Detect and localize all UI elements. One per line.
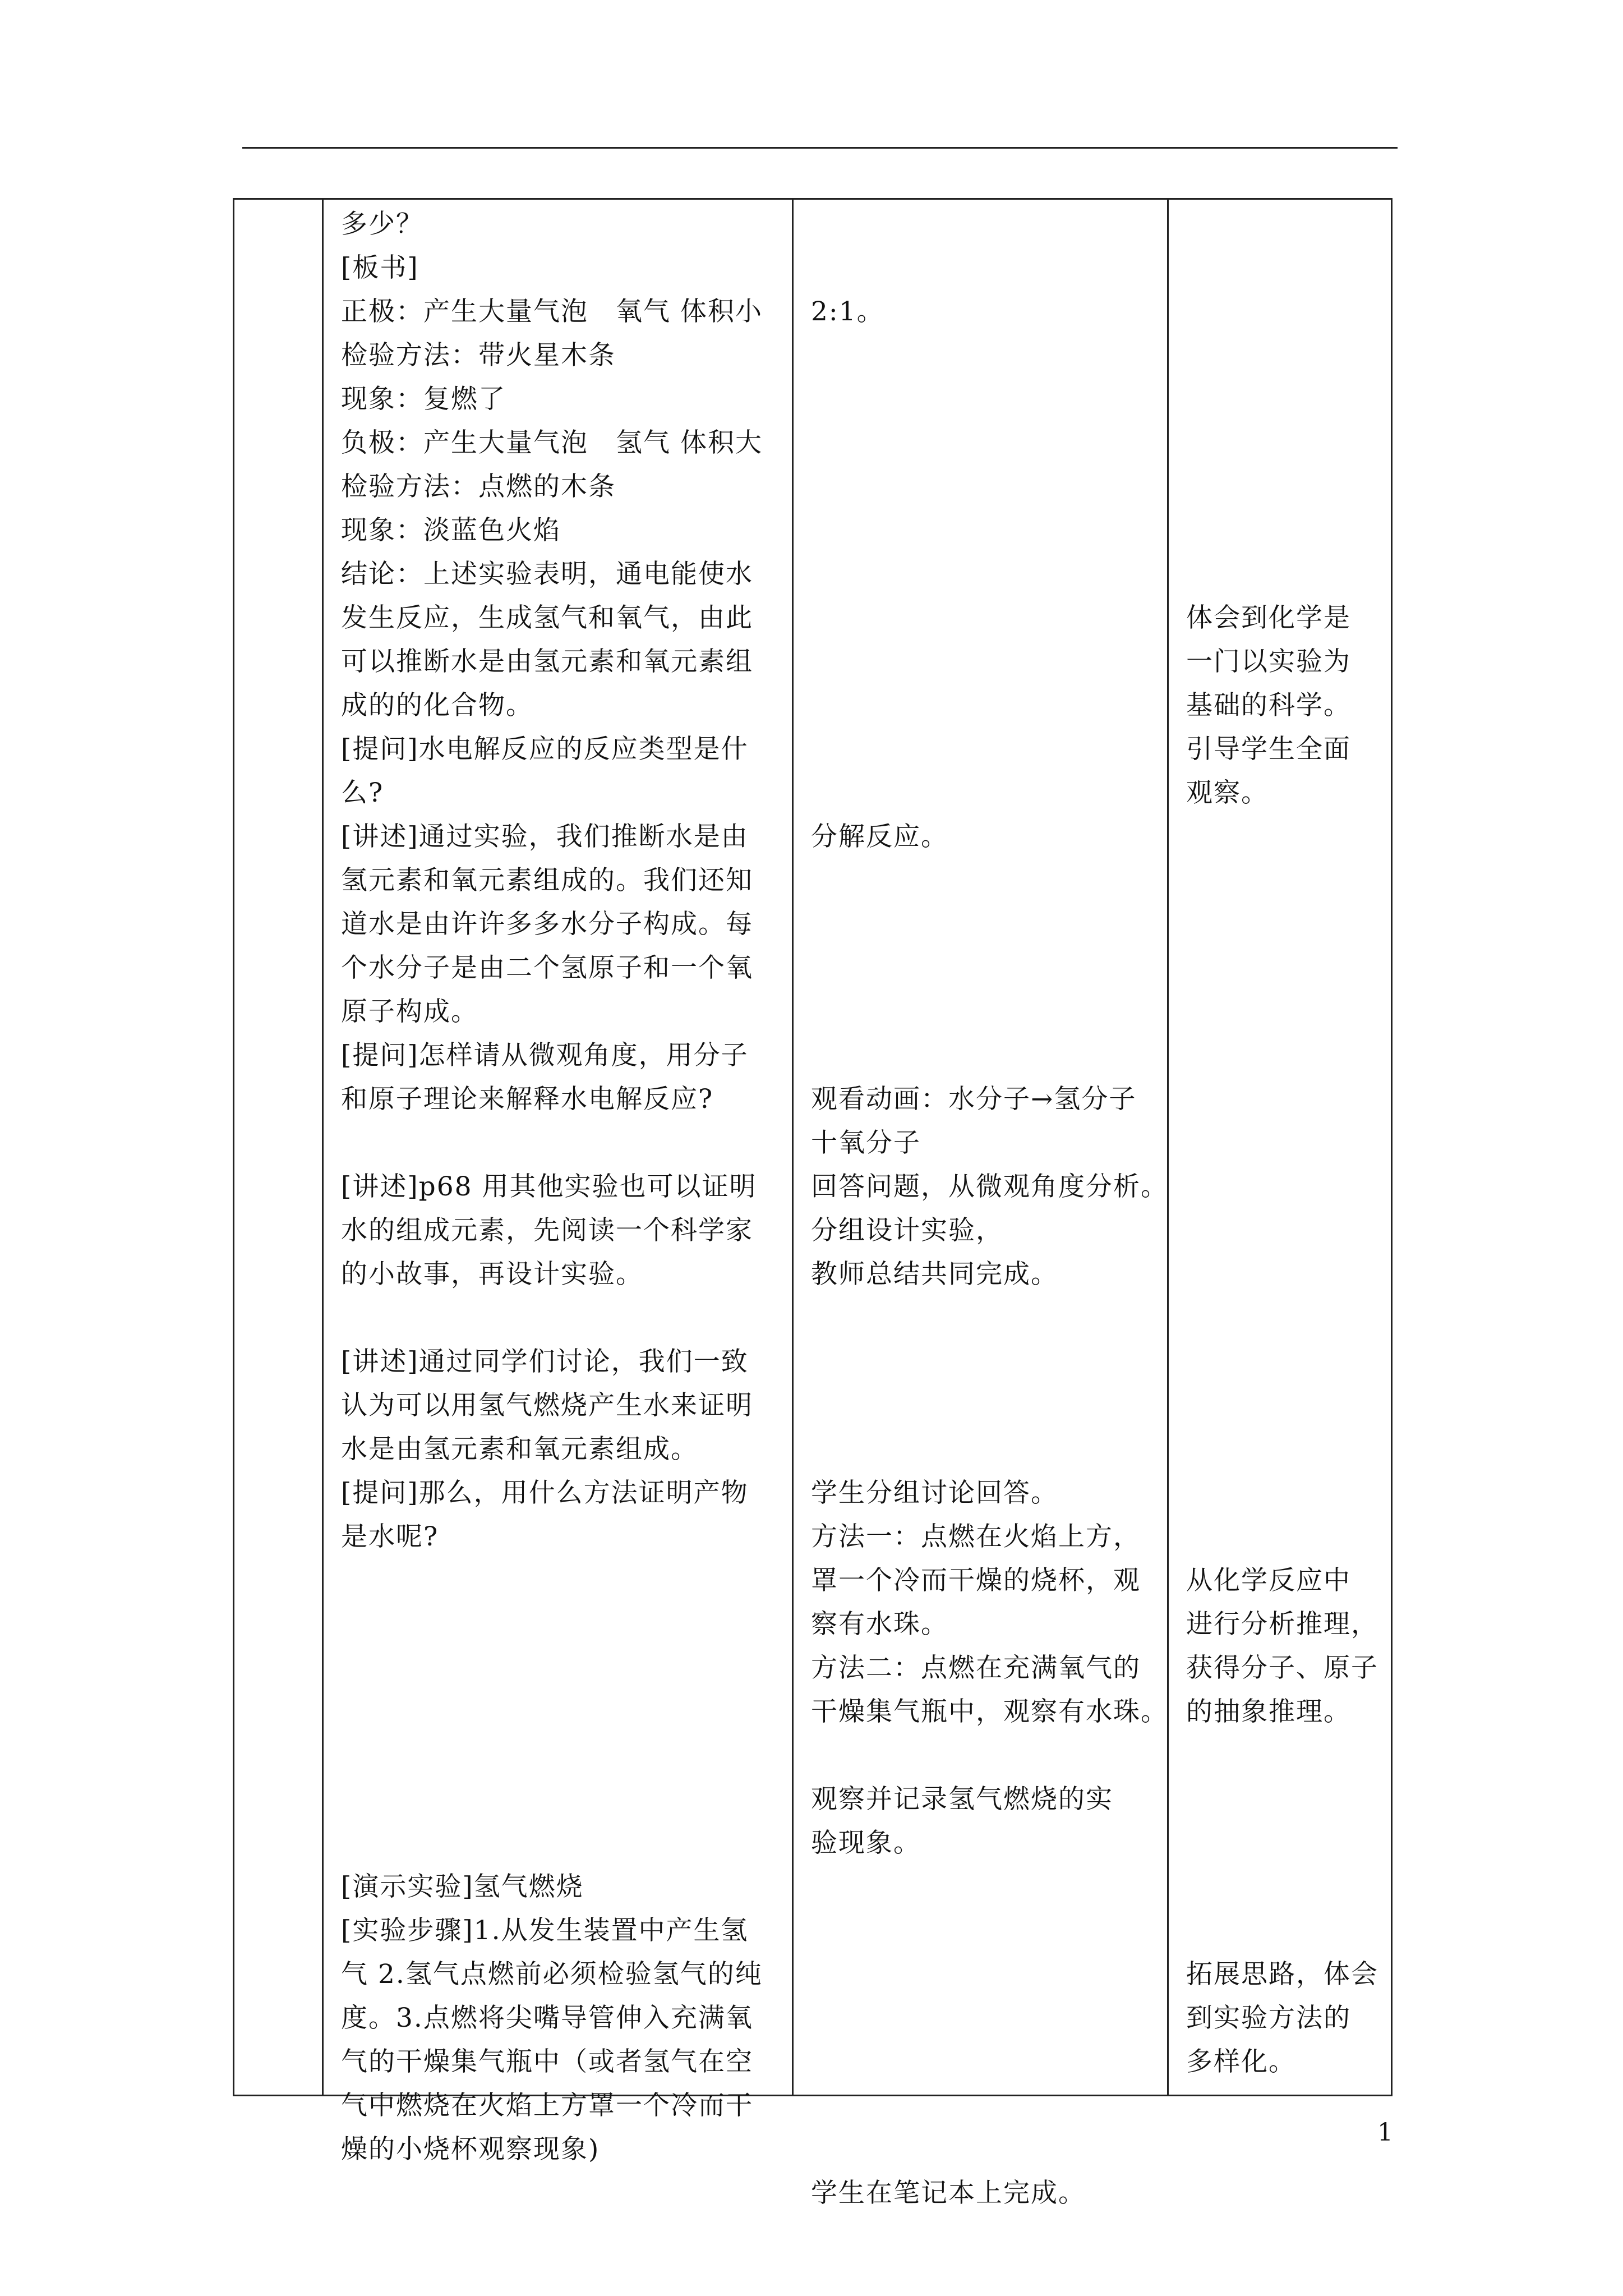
header-rule bbox=[242, 147, 1398, 149]
text-line bbox=[341, 1121, 784, 1165]
text-line: 到实验方法的 bbox=[1186, 2003, 1351, 2033]
student-activity-column bbox=[811, 246, 1168, 2215]
text-line: [提问]水电解反应的反应类型是什 bbox=[341, 734, 749, 765]
text-line bbox=[341, 1646, 784, 1690]
text-line: 分解反应。 bbox=[811, 821, 948, 852]
text-line bbox=[1186, 903, 1388, 946]
text-line bbox=[811, 859, 1161, 903]
text-line: 察有水珠。 bbox=[811, 1609, 948, 1640]
design-intent-column bbox=[1186, 246, 1388, 2084]
text-line bbox=[811, 640, 1161, 684]
text-line bbox=[1186, 1471, 1388, 1515]
text-line: 是水呢? bbox=[341, 1521, 439, 1552]
text-line bbox=[811, 1865, 1161, 1909]
text-line bbox=[811, 684, 1161, 728]
text-line bbox=[341, 1778, 784, 1821]
text-line bbox=[1186, 946, 1388, 990]
text-line: 检验方法：带火星木条 bbox=[341, 340, 616, 371]
text-line bbox=[1186, 509, 1388, 553]
text-line bbox=[1186, 1734, 1388, 1778]
text-line: 罩一个冷而干燥的烧杯，观 bbox=[811, 1565, 1141, 1596]
text-line bbox=[811, 421, 1161, 465]
text-line bbox=[1186, 1865, 1388, 1909]
text-line: 个水分子是由二个氢原子和一个氧 bbox=[341, 953, 753, 983]
text-line: 引导学生全面 bbox=[1186, 734, 1351, 765]
text-line: 回答问题，从微观角度分析。 bbox=[811, 1171, 1168, 1202]
text-line bbox=[1186, 246, 1388, 290]
text-line bbox=[811, 990, 1161, 1034]
text-line bbox=[811, 1909, 1161, 1953]
text-line bbox=[1186, 1121, 1388, 1165]
text-line: 可以推断水是由氢元素和氧元素组 bbox=[341, 646, 753, 677]
text-line: 验现象。 bbox=[811, 1828, 921, 1858]
text-line: 气的干燥集气瓶中（或者氢气在空 bbox=[341, 2046, 753, 2077]
text-line: 检验方法：点燃的木条 bbox=[341, 471, 616, 502]
text-line: 氢元素和氧元素组成的。我们还知 bbox=[341, 865, 753, 896]
text-line: [板书] bbox=[341, 252, 419, 283]
text-line: 观察。 bbox=[1186, 777, 1269, 808]
text-line: [提问]那么，用什么方法证明产物 bbox=[341, 1478, 749, 1508]
text-line: 方法一：点燃在火焰上方， bbox=[811, 1521, 1141, 1552]
text-line bbox=[1186, 1253, 1388, 1296]
text-line bbox=[341, 1821, 784, 1865]
text-line: 正极：产生大量气泡 氧气 体积小 bbox=[341, 296, 763, 327]
lesson-plan-table bbox=[233, 198, 1393, 2208]
text-line bbox=[1186, 290, 1388, 334]
text-line: 负极：产生大量气泡 氢气 体积大 bbox=[341, 427, 763, 458]
text-line: 学生在笔记本上完成。 bbox=[811, 2178, 1086, 2208]
text-line: 度。3.点燃将尖嘴导管伸入充满氧 bbox=[341, 2003, 753, 2033]
text-line bbox=[1186, 378, 1388, 421]
text-line bbox=[1186, 465, 1388, 509]
text-line bbox=[1186, 334, 1388, 378]
text-line bbox=[811, 1034, 1161, 1078]
text-line bbox=[811, 1340, 1161, 1384]
text-line: 干燥集气瓶中，观察有水珠。 bbox=[811, 1696, 1168, 1727]
text-line: 观察并记录氢气燃烧的实 bbox=[811, 1784, 1113, 1815]
text-line bbox=[1186, 1428, 1388, 1471]
text-line: 现象：淡蓝色火焰 bbox=[341, 515, 561, 546]
text-line bbox=[1186, 990, 1388, 1034]
text-line bbox=[811, 1996, 1161, 2040]
text-line: 体会到化学是 bbox=[1186, 602, 1351, 633]
text-line: [讲述]p68 用其他实验也可以证明 bbox=[341, 1171, 757, 1202]
text-line: [讲述]通过同学们讨论，我们一致 bbox=[341, 1346, 749, 1377]
text-line: 现象：复燃了 bbox=[341, 384, 506, 415]
text-line: 燥的小烧杯观察现象) bbox=[341, 2134, 600, 2165]
text-line: 原子构成。 bbox=[341, 996, 478, 1027]
text-line: 分组设计实验， bbox=[811, 1215, 1003, 1246]
text-line bbox=[1186, 1515, 1388, 1559]
text-line: 学生分组讨论回答。 bbox=[811, 1478, 1058, 1508]
text-line bbox=[341, 1559, 784, 1603]
text-line: 认为可以用氢气燃烧产生水来证明 bbox=[341, 1390, 753, 1421]
text-line: 进行分析推理， bbox=[1186, 1609, 1378, 1640]
text-line bbox=[811, 596, 1161, 640]
text-line: [提问]怎样请从微观角度，用分子 bbox=[341, 1040, 749, 1071]
text-line: 的小故事，再设计实验。 bbox=[341, 1259, 643, 1290]
teacher-activity-column bbox=[341, 203, 784, 2171]
column-divider bbox=[792, 200, 794, 2095]
column-divider bbox=[1167, 200, 1169, 2095]
text-line bbox=[811, 465, 1161, 509]
text-line: 发生反应，生成氢气和氧气，由此 bbox=[341, 602, 753, 633]
text-line bbox=[1186, 1384, 1388, 1428]
text-line bbox=[811, 946, 1161, 990]
text-line: 么? bbox=[341, 777, 384, 808]
text-line bbox=[341, 1690, 784, 1734]
text-line bbox=[811, 2084, 1161, 2128]
text-line: 获得分子、原子 bbox=[1186, 1653, 1378, 1683]
text-line bbox=[1186, 1078, 1388, 1121]
text-line: 气 2.氢气点燃前必须检验氢气的纯 bbox=[341, 1959, 763, 1990]
text-line: 气中燃烧在火焰上方罩一个冷而干 bbox=[341, 2090, 753, 2121]
text-line: [实验步骤]1.从发生装置中产生氢 bbox=[341, 1915, 749, 1946]
text-line bbox=[341, 1603, 784, 1646]
text-line bbox=[1186, 1296, 1388, 1340]
text-line bbox=[1186, 1821, 1388, 1865]
text-line bbox=[811, 1428, 1161, 1471]
text-line bbox=[1186, 1165, 1388, 1209]
text-line bbox=[811, 334, 1161, 378]
text-line: 水是由氢元素和氧元素组成。 bbox=[341, 1434, 698, 1465]
text-line: [演示实验]氢气燃烧 bbox=[341, 1871, 584, 1902]
text-line: 道水是由许许多多水分子构成。每 bbox=[341, 909, 753, 940]
text-line: 结论：上述实验表明，通电能使水 bbox=[341, 559, 753, 590]
text-line: [讲述]通过实验，我们推断水是由 bbox=[341, 821, 749, 852]
text-line bbox=[1186, 421, 1388, 465]
text-line bbox=[811, 1384, 1161, 1428]
text-line bbox=[811, 2040, 1161, 2084]
text-line bbox=[811, 728, 1161, 771]
text-line bbox=[1186, 1034, 1388, 1078]
text-line bbox=[1186, 553, 1388, 596]
text-line bbox=[811, 246, 1161, 290]
text-line bbox=[1186, 1340, 1388, 1384]
text-line bbox=[341, 1734, 784, 1778]
text-line bbox=[811, 1296, 1161, 1340]
text-line bbox=[811, 509, 1161, 553]
text-line: 基础的科学。 bbox=[1186, 690, 1351, 721]
text-line: 拓展思路，体会 bbox=[1186, 1959, 1378, 1990]
text-line bbox=[811, 1734, 1161, 1778]
text-line bbox=[1186, 1778, 1388, 1821]
text-line: 多少？ bbox=[341, 209, 423, 240]
text-line bbox=[811, 2128, 1161, 2171]
text-line bbox=[1186, 1909, 1388, 1953]
text-line bbox=[1186, 815, 1388, 859]
text-line bbox=[811, 553, 1161, 596]
text-line bbox=[341, 1296, 784, 1340]
column-divider bbox=[322, 200, 324, 2095]
text-line bbox=[811, 1953, 1161, 1996]
text-line: 和原子理论来解释水电解反应? bbox=[341, 1084, 714, 1115]
text-line: 观看动画：水分子→氢分子 bbox=[811, 1084, 1137, 1115]
text-line bbox=[811, 903, 1161, 946]
text-line bbox=[811, 378, 1161, 421]
text-line: 的抽象推理。 bbox=[1186, 1696, 1351, 1727]
text-line: 从化学反应中 bbox=[1186, 1565, 1351, 1596]
text-line: 成的的化合物。 bbox=[341, 690, 533, 721]
text-line: 十氧分子 bbox=[811, 1128, 921, 1158]
text-line bbox=[811, 771, 1161, 815]
text-line: 2:1。 bbox=[811, 296, 884, 327]
text-line bbox=[1186, 1209, 1388, 1253]
text-line: 教师总结共同完成。 bbox=[811, 1259, 1058, 1290]
text-line: 多样化。 bbox=[1186, 2046, 1296, 2077]
text-line: 水的组成元素，先阅读一个科学家 bbox=[341, 1215, 753, 1246]
text-line: 一门以实验为 bbox=[1186, 646, 1351, 677]
text-line bbox=[1186, 859, 1388, 903]
page-number: 1 bbox=[1377, 2118, 1393, 2147]
text-line: 方法二：点燃在充满氧气的 bbox=[811, 1653, 1141, 1683]
